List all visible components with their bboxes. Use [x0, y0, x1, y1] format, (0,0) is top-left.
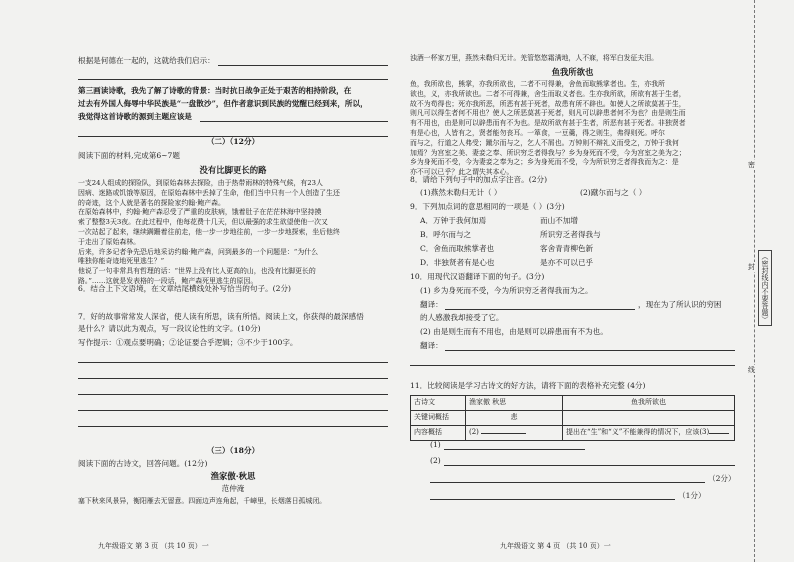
poem-line: 塞下秋来风景异，衡阳雁去无留意。四面边声连角起，千嶂里，长烟落日孤城闭。	[78, 497, 327, 505]
option-c-compare: 客舍青青柳色新	[540, 244, 594, 253]
table-cell: 悲	[466, 411, 563, 426]
table-cell-blank[interactable]	[563, 411, 735, 426]
paragraph: 有不用也，由是则可以辟患而有不为也。是故所欲有甚于生者，所恶有甚于死者。非独贤者	[410, 119, 686, 128]
paragraph: 于走出了原始森林。	[78, 237, 141, 246]
poem-line: 浊酒一杯家万里，燕然未勒归无计。羌管悠悠霜满地，人不寐，将军白发征夫泪。	[410, 54, 659, 62]
blank-line[interactable]	[709, 433, 729, 434]
seal-mark: 线	[748, 366, 755, 374]
translation-hint: ，现在为了所认识的穷困	[638, 300, 722, 309]
page-3	[78, 0, 388, 562]
answer-line[interactable]	[430, 482, 705, 483]
option-d-compare: 是亦不可以已乎	[540, 258, 594, 267]
paragraph: 而与之，行道之人弗受；蹴尔而与之，乞人不屑也。万钟则不辩礼义而受之，万钟于我何	[410, 138, 679, 147]
paragraph: 乡为身死而不受，今为妻妾之奉为之；乡为身死而不受，今为所识穷乏者得我而为之：是	[410, 158, 679, 167]
answer-line[interactable]	[445, 350, 735, 351]
paragraph: 有是心也，人皆有之，贤者能勿丧耳。一箪食，一豆羹，得之则生，弗得则死。呼尔	[410, 128, 665, 137]
poem-title: 渔家傲·秋思	[210, 471, 256, 481]
option-d[interactable]: D．非独贤者有是心也	[420, 258, 495, 267]
answer-line[interactable]	[78, 79, 388, 80]
q-intro: 根据是何德在一起的，这就给我们启示：	[78, 56, 215, 65]
answer-label: (2)	[430, 456, 441, 465]
answer-line[interactable]	[218, 65, 388, 66]
question-8: 8．请给下列句子中的加点字注音。(2分)	[410, 175, 548, 184]
table-row	[411, 426, 735, 441]
prose-title: 鱼我所欲也	[551, 67, 594, 77]
answer-line[interactable]	[78, 410, 388, 411]
answer-label: (1)	[430, 440, 441, 449]
paragraph: 我觉得这首诗歌的源到主题应该是	[78, 112, 192, 121]
seal-mark: 密	[748, 161, 755, 169]
page-footer: 九年级语文 第 4 页 （共 10 页）一	[500, 542, 611, 551]
paragraph: 一次站起了起来，继续蹒跚着往前走，他一步一步地往前，一步一步地探索，坐后他终	[78, 227, 340, 236]
question-8-b[interactable]: (2)蹴尔而与之（ ）	[580, 188, 647, 197]
paragraph: 则凡可以得生者何不用也？使人之所恶莫甚于死者，则凡可以辟患者何不为也？由是则生而	[410, 109, 686, 118]
question-10: 10．用现代汉语翻译下面的句子。(3分)	[410, 272, 545, 281]
table-cell: 古诗文	[411, 396, 466, 411]
binding-margin	[740, 0, 794, 562]
question-7: 是什么？请以此为观点，写一段议论性的文字。(10分)	[78, 324, 261, 333]
option-c[interactable]: C．舍鱼而取熊掌者也	[420, 244, 495, 253]
page-footer: 九年级语文 第 3 页 （共 10 页）一	[98, 542, 209, 551]
seal-notice: （密封线内不要答题）	[758, 250, 772, 326]
option-a-compare: 而山不加增	[540, 216, 578, 225]
translation-hint: 的人感激我却接受了它。	[420, 313, 504, 322]
comparison-table	[410, 395, 735, 441]
blank-label: (2)	[469, 428, 479, 437]
option-a[interactable]: A．万钟于我何加焉	[420, 216, 487, 225]
question-9: 9．下列加点词的意思相同的一项是（ ）(3分)	[410, 202, 565, 211]
paragraph: 过去有外国人侮辱中华民族是“一盘散沙”，但作者意识到民族的觉醒已经到来，所以，	[78, 99, 368, 108]
paragraph: 因病、迷路或饥饿等原因，在原始森林中丢掉了生命，他们当中只有一个人创造了生还	[78, 188, 340, 197]
answer-line[interactable]	[78, 426, 388, 427]
table-cell: 关键词概括	[411, 411, 466, 426]
table-row	[411, 411, 735, 426]
seal-line	[754, 0, 756, 562]
question-7: 7．好的故事常常发人深省，使人读有所思，读有所悟。阅读上文，你获得的最深感悟	[78, 312, 364, 321]
question-6: 6．结合上下文语境，在文章结尾横线处补写恰当的句子。(2分)	[78, 284, 292, 293]
paragraph: 加焉？为宫室之美、妻妾之奉、所识穷乏者得我与？乡为身死而不受，今为宫室之美为之；	[410, 148, 686, 157]
seal-mark: 封	[748, 263, 755, 271]
paragraph: 他说了一句非常具有哲理的话：“世界上没有比人更高的山，也没有比脚更长的	[78, 267, 316, 276]
paragraph: 在原始森林中，约翰·鲍产森忍受了严重的皮肤病，饿着肚子在茫茫林海中坚持摸	[78, 208, 322, 217]
paragraph: 第三画读诗歌，我先了解了诗歌的背景：当时抗日战争正处于艰苦的相持阶段，在	[78, 86, 352, 95]
score: （1分）	[678, 491, 706, 500]
answer-line[interactable]	[430, 499, 675, 500]
paragraph: 路。”……这就是发表格的一段话，鲍产森死里逃生的原因。	[78, 276, 258, 285]
section-2-header: （二）（12分）	[206, 137, 260, 146]
table-cell-text: 提出在“生”和“义”不能兼得的情况下，应该(3)	[566, 428, 710, 437]
read-instruction: 阅读下面的材料,完成第6~7题	[78, 151, 180, 160]
page-4	[410, 0, 735, 562]
table-cell: 渔家傲 秋思	[466, 396, 563, 411]
answer-line[interactable]	[78, 362, 388, 363]
translation-label: 翻译：	[420, 300, 443, 309]
question-8-a[interactable]: (1)燕然未勒归无计（ ）	[420, 188, 502, 197]
article-title: 没有比脚更长的路	[199, 165, 267, 175]
answer-line[interactable]	[78, 394, 388, 395]
article-body	[78, 179, 388, 287]
read-instruction: 阅读下面的古诗文，回答问题。(12分)	[78, 459, 208, 468]
option-b[interactable]: B．呼尔而与之	[420, 230, 472, 239]
answer-line[interactable]	[444, 449, 585, 450]
table-cell: 鱼我所欲也	[563, 396, 735, 411]
answer-line[interactable]	[78, 378, 388, 379]
poem-author: 范仲淹	[221, 484, 245, 493]
answer-line[interactable]	[410, 365, 735, 366]
answer-line[interactable]	[444, 465, 735, 466]
question-10-a: (1) 乡为身死而不受，今为所识穷乏者得我而为之。	[420, 286, 593, 295]
question-11: 11．比较阅读是学习古诗文的好方法，请将下面的表格补充完整 (4分)	[410, 381, 646, 390]
paragraph: 亦不可以已乎？此之谓失其本心。	[410, 168, 514, 177]
answer-line[interactable]	[445, 309, 635, 310]
writing-hint: 写作提示：①观点要明确；②论证要合乎逻辑；③不少于100字。	[78, 338, 298, 347]
table-cell: 内容概括	[411, 426, 466, 441]
paragraph: 鱼，我所欲也，熊掌，亦我所欲也，二者不可得兼，舍鱼而取熊掌者也。生，亦我所	[410, 80, 665, 88]
section-3-header: （三）（18分）	[206, 446, 260, 455]
paragraph: 唯独你能奇迹地死里逃生？”	[78, 257, 165, 266]
table-cell[interactable]	[466, 426, 563, 441]
paragraph: 索了整整3天3夜。在此过程中，他每花费十几天，但以最强的求生欲望使他一次又	[78, 218, 328, 227]
question-10-b: (2) 由是则生而有不用也，由是则可以辟患而有不为也。	[420, 327, 608, 336]
paragraph: 后来，许多记者争先恐后地采访约翰·鲍产森，问到最多的一个问题是：“为什么	[78, 247, 318, 256]
blank-line[interactable]	[481, 433, 526, 434]
option-b-compare: 所识穷乏者得我与	[540, 230, 601, 239]
prose-body	[410, 80, 735, 178]
paragraph: 一支24人组成的探险队，到原始森林去探险，由于热带雨林的特殊气候，有23人	[78, 179, 323, 187]
table-cell[interactable]	[563, 426, 735, 441]
table-row	[411, 396, 735, 411]
answer-line[interactable]	[200, 121, 388, 122]
paragraph: 欲也，义，亦我所欲也。二者不可得兼，舍生而取义者也。生亦我所欲，所欲有甚于生者，	[410, 89, 686, 98]
paragraph: 故不为苟得也；死亦我所恶，所恶有甚于死者，故患有所不辟也。如使人之所欲莫甚于生，	[410, 99, 686, 108]
paragraph: 的奇迹，这个人就是著名的探险家约翰·鲍产森。	[78, 198, 225, 207]
score: （2分）	[708, 474, 736, 483]
translation-label: 翻译：	[420, 341, 443, 350]
